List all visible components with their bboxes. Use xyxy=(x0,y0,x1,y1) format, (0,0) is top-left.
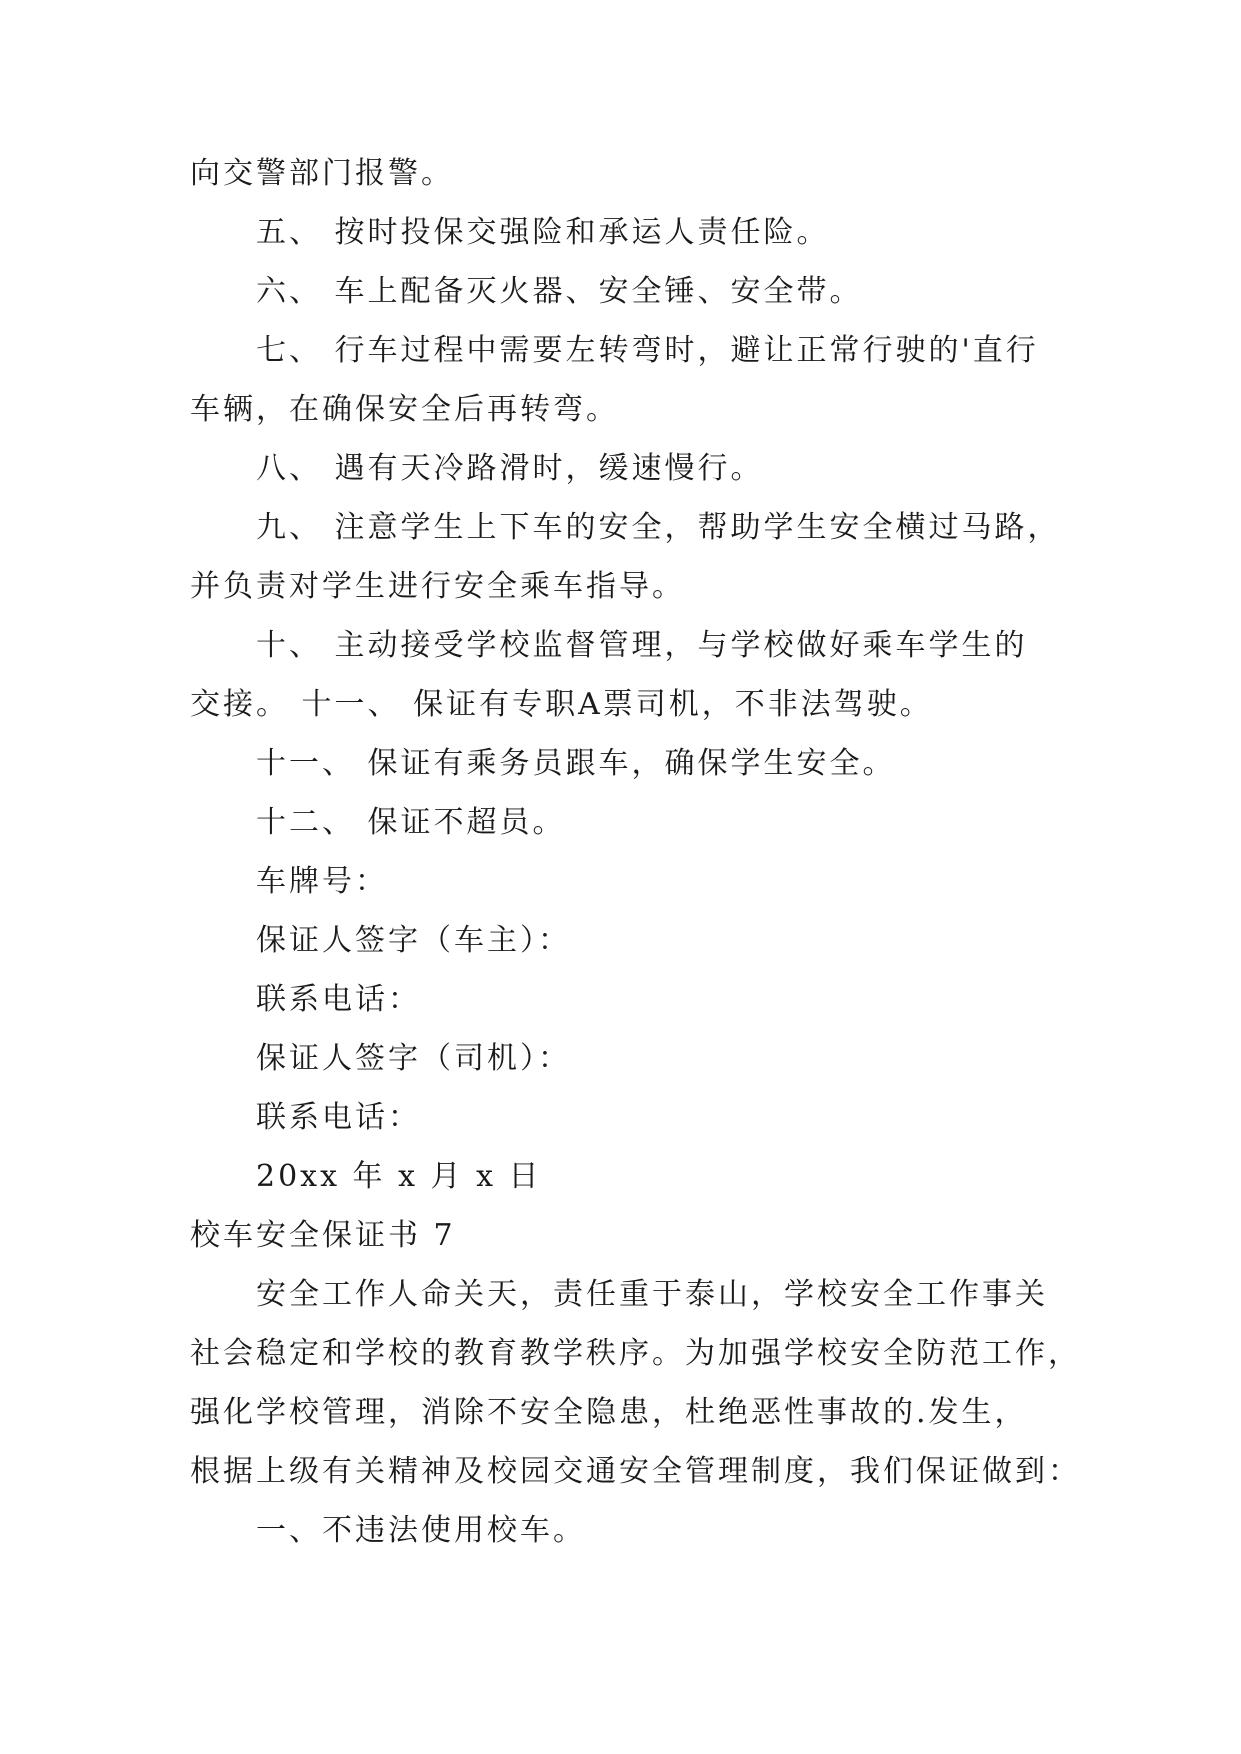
text-line: 20xx 年 x 月 x 日 xyxy=(256,1159,542,1194)
text-line: 五、 按时投保交强险和承运人责任险。 xyxy=(256,215,830,250)
text-line: 安全工作人命关天，责任重于泰山，学校安全工作事关 xyxy=(256,1277,1048,1312)
text-line: 交接。 十一、 保证有专职A票司机，不非法驾驶。 xyxy=(190,687,933,722)
text-line: 十二、 保证不超员。 xyxy=(256,805,566,840)
section-heading: 校车安全保证书 7 xyxy=(190,1218,456,1253)
text-line: 九、 注意学生上下车的安全，帮助学生安全横过马路， xyxy=(256,510,1061,545)
text-line: 并负责对学生进行安全乘车指导。 xyxy=(190,569,685,604)
text-line: 八、 遇有天冷路滑时，缓速慢行。 xyxy=(256,451,764,486)
text-line: 联系电话： xyxy=(256,982,421,1017)
text-line: 根据上级有关精神及校园交通安全管理制度，我们保证做到： xyxy=(190,1454,1081,1489)
text-line: 社会稳定和学校的教育教学秩序。为加强学校安全防范工作， xyxy=(190,1336,1081,1371)
text-line: 十、 主动接受学校监督管理，与学校做好乘车学生的 xyxy=(256,628,1028,663)
text-line: 一、不违法使用校车。 xyxy=(256,1513,586,1548)
text-line: 车辆，在确保安全后再转弯。 xyxy=(190,392,619,427)
text-line: 保证人签字（车主）： xyxy=(256,923,571,958)
text-line: 联系电话： xyxy=(256,1100,421,1135)
text-line: 向交警部门报警。 xyxy=(190,156,454,191)
text-line: 车牌号： xyxy=(256,864,388,899)
text-line: 六、 车上配备灭火器、安全锤、安全带。 xyxy=(256,274,863,309)
text-line: 强化学校管理，消除不安全隐患，杜绝恶性事故的.发生， xyxy=(190,1395,1028,1430)
text-line: 十一、 保证有乘务员跟车，确保学生安全。 xyxy=(256,746,896,781)
text-line: 保证人签字（司机）： xyxy=(256,1041,571,1076)
text-line: 七、 行车过程中需要左转弯时，避让正常行驶的'直行 xyxy=(256,333,1039,368)
